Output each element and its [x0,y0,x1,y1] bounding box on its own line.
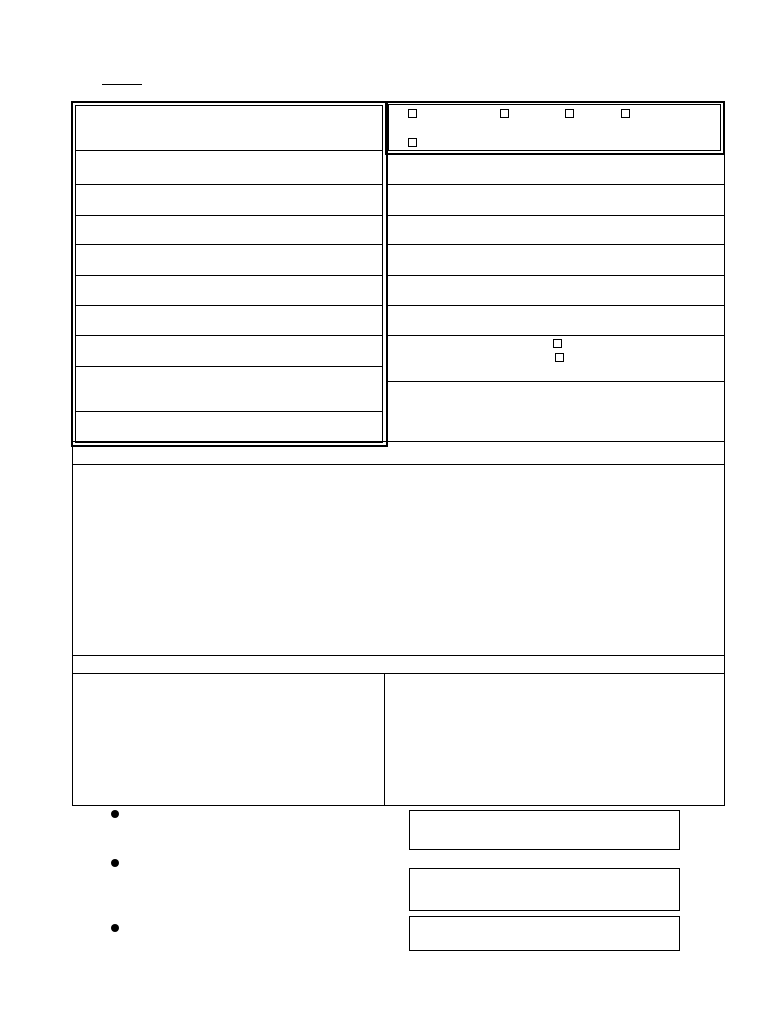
bullet-marker-3 [111,924,119,932]
right-header-block-inner [388,104,721,151]
right-row-1[interactable] [391,157,721,182]
row7-checkbox-1[interactable] [553,339,562,348]
description-area[interactable] [76,467,721,653]
right-row-8[interactable] [391,384,721,440]
answer-field-3[interactable] [409,916,680,951]
left-row-8[interactable] [78,338,380,364]
left-row-4[interactable] [78,218,380,242]
left-row-2[interactable] [78,153,380,182]
section-bar-2 [76,657,721,672]
answer-field-1[interactable] [409,810,680,850]
bullet-text-3 [130,920,390,938]
bottom-right-area[interactable] [388,676,721,803]
bullet-marker-2 [111,859,119,867]
bottom-left-area[interactable] [76,676,381,803]
bullet-text-2 [130,855,390,873]
bullet-marker-1 [111,810,119,818]
left-row-7[interactable] [78,308,380,333]
title-underline [102,84,142,85]
header-checkbox-4[interactable] [621,109,630,118]
header-checkbox-2[interactable] [500,109,509,118]
header-checkbox-1[interactable] [408,109,417,118]
right-row-3[interactable] [391,218,721,242]
header-checkbox-5[interactable] [408,138,417,147]
header-checkbox-3[interactable] [565,109,574,118]
right-row-5[interactable] [391,278,721,303]
right-row-6[interactable] [391,308,721,333]
bullet-text-1 [130,806,390,824]
left-row-10[interactable] [78,414,380,440]
right-row-4[interactable] [391,247,721,273]
left-row-5[interactable] [78,247,380,273]
left-row-1[interactable] [78,108,380,148]
left-row-3[interactable] [78,187,380,213]
left-row-9[interactable] [78,369,380,409]
section-bar-1 [76,443,721,463]
answer-field-2[interactable] [409,868,680,911]
row7-checkbox-2[interactable] [555,353,564,362]
right-row-2[interactable] [391,187,721,213]
left-row-6[interactable] [78,278,380,303]
